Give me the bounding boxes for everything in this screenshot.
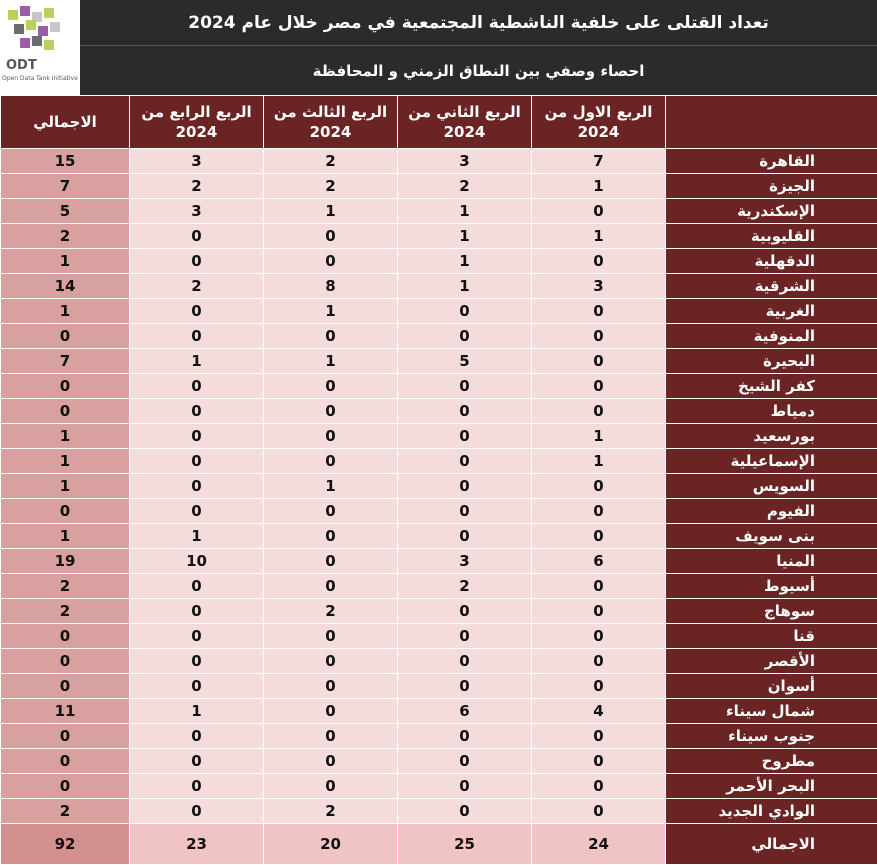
q1-cell: 0 — [532, 299, 666, 324]
governorate-cell: دمياط — [666, 399, 877, 424]
q1-cell: 0 — [532, 349, 666, 374]
q1-cell: 0 — [532, 574, 666, 599]
q3-cell: 2 — [264, 174, 398, 199]
table-row — [1, 249, 877, 274]
q4-cell: 0 — [130, 599, 264, 624]
q3-cell: 0 — [264, 549, 398, 574]
row-total-cell: 7 — [1, 349, 130, 374]
q1-cell: 0 — [532, 624, 666, 649]
row-total-cell: 0 — [1, 649, 130, 674]
row-total-cell: 19 — [1, 549, 130, 574]
governorate-cell: الوادي الجديد — [666, 799, 877, 824]
governorate-cell: الشرقية — [666, 274, 877, 299]
table-row — [1, 749, 877, 774]
table-row — [1, 374, 877, 399]
q3-cell: 2 — [264, 799, 398, 824]
row-total-cell: 2 — [1, 224, 130, 249]
q4-cell: 0 — [130, 624, 264, 649]
subtitle-bar — [0, 45, 877, 96]
cubes-logo-icon — [6, 6, 66, 56]
q3-cell: 0 — [264, 399, 398, 424]
q2-cell: 0 — [398, 649, 532, 674]
q4-cell: 3 — [130, 149, 264, 174]
q1-cell: 0 — [532, 199, 666, 224]
q2-cell: 1 — [398, 249, 532, 274]
q1-cell: 0 — [532, 399, 666, 424]
table-row — [1, 449, 877, 474]
q2-cell: 0 — [398, 449, 532, 474]
governorate-cell: البحر الأحمر — [666, 774, 877, 799]
row-total-cell: 0 — [1, 724, 130, 749]
governorate-cell: الفيوم — [666, 499, 877, 524]
table-row — [1, 149, 877, 174]
q1-cell: 1 — [532, 224, 666, 249]
row-total-cell: 0 — [1, 674, 130, 699]
q2-cell: 25 — [398, 824, 532, 865]
governorate-cell: البحيرة — [666, 349, 877, 374]
q3-cell: 0 — [264, 774, 398, 799]
q3-cell: 0 — [264, 224, 398, 249]
q2-cell: 0 — [398, 524, 532, 549]
table-row — [1, 724, 877, 749]
q1-cell: 1 — [532, 174, 666, 199]
q1-cell: 0 — [532, 474, 666, 499]
governorate-cell: أسوان — [666, 674, 877, 699]
row-total-cell: 5 — [1, 199, 130, 224]
q3-cell: 1 — [264, 474, 398, 499]
odt-logo — [0, 0, 80, 95]
q2-cell: 3 — [398, 149, 532, 174]
q2-cell: 0 — [398, 424, 532, 449]
q4-cell: 10 — [130, 549, 264, 574]
q1-cell: 0 — [532, 374, 666, 399]
q2-cell: 0 — [398, 324, 532, 349]
governorate-cell: المنيا — [666, 549, 877, 574]
header-q2: الربع الثاني من 2024 — [398, 96, 532, 149]
row-total-cell: 0 — [1, 624, 130, 649]
row-total-cell: 92 — [1, 824, 130, 865]
q4-cell: 0 — [130, 499, 264, 524]
q1-cell: 0 — [532, 524, 666, 549]
q2-cell: 1 — [398, 274, 532, 299]
q1-cell: 0 — [532, 324, 666, 349]
q3-cell: 8 — [264, 274, 398, 299]
table-row — [1, 274, 877, 299]
q1-cell: 0 — [532, 499, 666, 524]
q4-cell: 1 — [130, 524, 264, 549]
q4-cell: 0 — [130, 574, 264, 599]
q2-cell: 6 — [398, 699, 532, 724]
header-row — [1, 96, 877, 149]
governorate-cell: مطروح — [666, 749, 877, 774]
q2-cell: 0 — [398, 624, 532, 649]
row-total-cell: 2 — [1, 799, 130, 824]
q1-cell: 0 — [532, 599, 666, 624]
q2-cell: 3 — [398, 549, 532, 574]
q4-cell: 2 — [130, 174, 264, 199]
q4-cell: 0 — [130, 674, 264, 699]
q2-cell: 0 — [398, 399, 532, 424]
q3-cell: 0 — [264, 749, 398, 774]
governorate-cell: الأقصر — [666, 649, 877, 674]
page-subtitle: احصاء وصفي بين النطاق الزمني و المحافظة — [80, 46, 877, 96]
q4-cell: 0 — [130, 399, 264, 424]
q1-cell: 0 — [532, 774, 666, 799]
q4-cell: 0 — [130, 449, 264, 474]
q2-cell: 0 — [398, 474, 532, 499]
q4-cell: 23 — [130, 824, 264, 865]
row-total-cell: 1 — [1, 249, 130, 274]
table-row — [1, 424, 877, 449]
q3-cell: 0 — [264, 574, 398, 599]
table-row — [1, 699, 877, 724]
q4-cell: 0 — [130, 474, 264, 499]
q2-cell: 1 — [398, 224, 532, 249]
governorate-cell: السويس — [666, 474, 877, 499]
row-total-cell: 1 — [1, 474, 130, 499]
q2-cell: 5 — [398, 349, 532, 374]
q1-cell: 0 — [532, 649, 666, 674]
q3-cell: 0 — [264, 449, 398, 474]
row-total-cell: 7 — [1, 174, 130, 199]
governorate-cell: القليوبية — [666, 224, 877, 249]
governorate-cell: الدقهلية — [666, 249, 877, 274]
q2-cell: 0 — [398, 724, 532, 749]
q4-cell: 0 — [130, 424, 264, 449]
row-total-cell: 0 — [1, 749, 130, 774]
q3-cell: 0 — [264, 724, 398, 749]
row-total-cell: 0 — [1, 324, 130, 349]
row-total-cell: 1 — [1, 299, 130, 324]
q2-cell: 0 — [398, 299, 532, 324]
table-body — [1, 149, 877, 865]
governorate-cell: الاجمالي — [666, 824, 877, 865]
q4-cell: 0 — [130, 724, 264, 749]
table-row — [1, 324, 877, 349]
q1-cell: 3 — [532, 274, 666, 299]
governorate-cell: الإسكندرية — [666, 199, 877, 224]
header-q1: الربع الاول من 2024 — [532, 96, 666, 149]
table-row — [1, 549, 877, 574]
q3-cell: 0 — [264, 374, 398, 399]
q1-cell: 0 — [532, 749, 666, 774]
q3-cell: 0 — [264, 624, 398, 649]
table-row — [1, 624, 877, 649]
header-governorate — [666, 96, 877, 149]
table-row — [1, 599, 877, 624]
table-row — [1, 799, 877, 824]
row-total-cell: 11 — [1, 699, 130, 724]
table-row — [1, 399, 877, 424]
table-row — [1, 349, 877, 374]
q2-cell: 0 — [398, 374, 532, 399]
governorate-cell: بورسعيد — [666, 424, 877, 449]
q1-cell: 24 — [532, 824, 666, 865]
table-row — [1, 674, 877, 699]
logo-text: ODT — [6, 58, 37, 73]
q4-cell: 0 — [130, 774, 264, 799]
q3-cell: 1 — [264, 349, 398, 374]
governorate-cell: كفر الشيخ — [666, 374, 877, 399]
governorate-cell: جنوب سيناء — [666, 724, 877, 749]
governorate-cell: المنوفية — [666, 324, 877, 349]
q3-cell: 0 — [264, 324, 398, 349]
table-row — [1, 524, 877, 549]
q4-cell: 0 — [130, 299, 264, 324]
q4-cell: 2 — [130, 274, 264, 299]
q2-cell: 2 — [398, 574, 532, 599]
governorate-cell: بنى سويف — [666, 524, 877, 549]
header-total: الاجمالي — [1, 96, 130, 149]
total-row — [1, 824, 877, 865]
row-total-cell: 2 — [1, 599, 130, 624]
q3-cell: 1 — [264, 199, 398, 224]
title-bar — [0, 0, 877, 45]
q4-cell: 3 — [130, 199, 264, 224]
row-total-cell: 1 — [1, 524, 130, 549]
governorate-cell: الإسماعيلية — [666, 449, 877, 474]
page-title: تعداد القتلى على خلفية الناشطية المجتمعية في مصر خلال عام 2024 — [80, 0, 877, 45]
q4-cell: 1 — [130, 699, 264, 724]
q2-cell: 0 — [398, 674, 532, 699]
q1-cell: 1 — [532, 424, 666, 449]
q4-cell: 0 — [130, 799, 264, 824]
table-row — [1, 774, 877, 799]
q3-cell: 2 — [264, 149, 398, 174]
governorate-cell: قنا — [666, 624, 877, 649]
header-q3: الربع الثالث من 2024 — [264, 96, 398, 149]
q1-cell: 0 — [532, 249, 666, 274]
q2-cell: 0 — [398, 799, 532, 824]
q4-cell: 0 — [130, 749, 264, 774]
q1-cell: 4 — [532, 699, 666, 724]
q2-cell: 1 — [398, 199, 532, 224]
governorate-cell: سوهاج — [666, 599, 877, 624]
q1-cell: 6 — [532, 549, 666, 574]
q1-cell: 0 — [532, 724, 666, 749]
q3-cell: 0 — [264, 649, 398, 674]
governorate-cell: الجيزة — [666, 174, 877, 199]
q3-cell: 2 — [264, 599, 398, 624]
q2-cell: 0 — [398, 499, 532, 524]
header-q4: الربع الرابع من 2024 — [130, 96, 264, 149]
q2-cell: 2 — [398, 174, 532, 199]
q3-cell: 0 — [264, 424, 398, 449]
q2-cell: 0 — [398, 774, 532, 799]
q1-cell: 0 — [532, 799, 666, 824]
row-total-cell: 2 — [1, 574, 130, 599]
q4-cell: 0 — [130, 224, 264, 249]
q2-cell: 0 — [398, 749, 532, 774]
q4-cell: 1 — [130, 349, 264, 374]
governorate-cell: شمال سيناء — [666, 699, 877, 724]
governorate-cell: أسيوط — [666, 574, 877, 599]
table-row — [1, 474, 877, 499]
governorate-cell: القاهرة — [666, 149, 877, 174]
q3-cell: 0 — [264, 249, 398, 274]
q3-cell: 1 — [264, 299, 398, 324]
q3-cell: 0 — [264, 524, 398, 549]
row-total-cell: 1 — [1, 424, 130, 449]
table-row — [1, 649, 877, 674]
q1-cell: 7 — [532, 149, 666, 174]
row-total-cell: 0 — [1, 499, 130, 524]
q2-cell: 0 — [398, 599, 532, 624]
row-total-cell: 14 — [1, 274, 130, 299]
q3-cell: 20 — [264, 824, 398, 865]
table-row — [1, 299, 877, 324]
row-total-cell: 0 — [1, 774, 130, 799]
data-table — [0, 95, 877, 865]
q3-cell: 0 — [264, 674, 398, 699]
q3-cell: 0 — [264, 499, 398, 524]
row-total-cell: 15 — [1, 149, 130, 174]
row-total-cell: 0 — [1, 399, 130, 424]
q4-cell: 0 — [130, 324, 264, 349]
q4-cell: 0 — [130, 249, 264, 274]
table-row — [1, 174, 877, 199]
q1-cell: 1 — [532, 449, 666, 474]
logo-subtext: Open Data Tank Initiative — [2, 75, 78, 82]
q1-cell: 0 — [532, 674, 666, 699]
table-row — [1, 224, 877, 249]
row-total-cell: 0 — [1, 374, 130, 399]
q3-cell: 0 — [264, 699, 398, 724]
q4-cell: 0 — [130, 649, 264, 674]
table-row — [1, 499, 877, 524]
table-row — [1, 574, 877, 599]
q4-cell: 0 — [130, 374, 264, 399]
table-row — [1, 199, 877, 224]
row-total-cell: 1 — [1, 449, 130, 474]
governorate-cell: الغربية — [666, 299, 877, 324]
